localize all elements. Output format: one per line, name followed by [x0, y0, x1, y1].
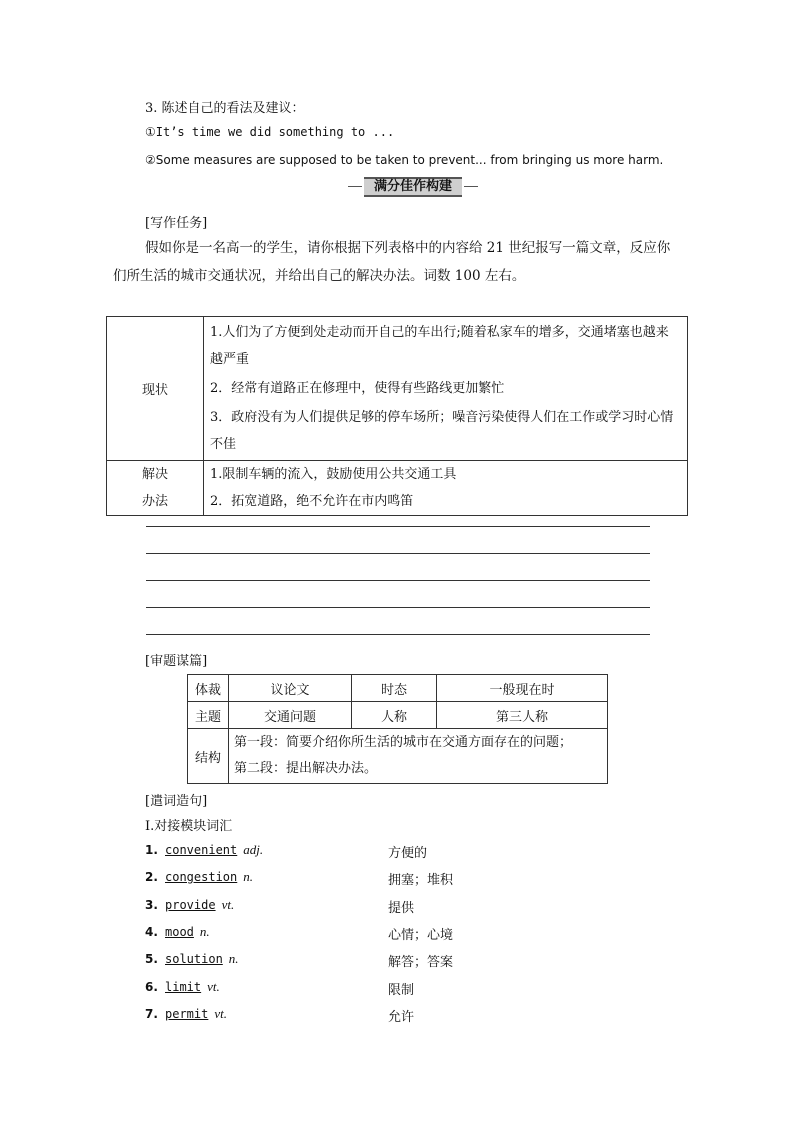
task-label: [写作任务] — [145, 216, 208, 231]
vocab-meaning: 允许 — [388, 1009, 415, 1025]
status-content — [204, 317, 688, 461]
vocab-word: limit — [165, 979, 202, 994]
structure-label: 结构 — [188, 729, 229, 784]
structure-paragraph-1: 第一段：简要介绍你所生活的城市在交通方面存在的问题； — [234, 735, 573, 750]
vocab-meaning: 方便的 — [388, 846, 428, 861]
banner-right-line — [464, 186, 478, 187]
analysis-table — [187, 674, 608, 784]
vocab-number: 4. — [145, 924, 158, 939]
vocab-part-of-speech: adj. — [243, 842, 264, 857]
vocab-meaning: 解答；答案 — [388, 955, 454, 971]
vocab-meaning: 心情；心境 — [388, 927, 454, 943]
vocab-item — [145, 979, 220, 995]
solution-label-line-2: 办法 — [141, 494, 168, 509]
vocab-label: [遣词造句] — [145, 794, 208, 809]
vocab-item — [145, 924, 210, 940]
vocab-meaning: 拥塞；堆积 — [388, 873, 454, 889]
item-3-title: 3. 陈述自己的看法及建议： — [145, 101, 305, 116]
solution-item-2: 2．拓宽道路，绝不允许在市内鸣笛 — [210, 494, 414, 509]
vocab-item — [145, 897, 234, 913]
solution-item-1: 1.限制车辆的流入，鼓励使用公共交通工具 — [210, 467, 457, 482]
situation-table — [106, 316, 688, 516]
vocab-part-of-speech: n. — [228, 951, 239, 967]
vocab-meaning: 提供 — [388, 900, 415, 916]
theme-value: 交通问题 — [229, 702, 352, 729]
vocab-number: 3. — [145, 897, 158, 912]
banner-left-line — [348, 186, 362, 187]
vocab-part-of-speech: n. — [243, 869, 253, 885]
vocab-meaning: 限制 — [388, 982, 415, 998]
vocab-word: congestion — [165, 870, 238, 885]
genre-label: 体裁 — [188, 675, 229, 702]
structure-content — [229, 729, 608, 784]
writing-line[interactable] — [146, 607, 650, 608]
vocab-word: permit — [165, 1006, 209, 1021]
status-item-1: 1.人们为了方便到处走动而开自己的车出行;随着私家车的增多，交通堵塞也越来越严重 — [210, 325, 669, 367]
phrase-2: ②Some measures are supposed to be taken to prevent... from bringing us more harm. — [145, 153, 664, 167]
vocab-item — [145, 951, 239, 967]
vocab-item — [145, 842, 263, 858]
vocab-part-of-speech: vt. — [214, 1005, 227, 1021]
status-item-2: 2．经常有道路正在修理中，使得有些路线更加繁忙 — [210, 381, 505, 396]
vocab-word: convenient — [165, 843, 238, 857]
tense-value: 一般现在时 — [437, 675, 608, 702]
status-item-3: 3．政府没有为人们提供足够的停车场所；噪音污染使得人们在工作或学习时心情不佳 — [210, 410, 674, 452]
vocab-item — [145, 1006, 227, 1022]
person-value: 第三人称 — [437, 702, 608, 729]
task-line-2: 们所生活的城市交通状况，并给出自己的解决办法。词数 100 左右。 — [113, 268, 526, 284]
solution-label-line-1: 解决 — [141, 467, 168, 482]
analysis-label: [审题谋篇] — [145, 654, 208, 669]
solution-content — [204, 461, 688, 516]
banner-title: 满分佳作构建 — [364, 177, 462, 197]
tense-label: 时态 — [352, 675, 437, 702]
vocab-word: provide — [165, 897, 216, 912]
vocab-number: 6. — [145, 979, 158, 994]
vocab-part-of-speech: n. — [199, 923, 210, 939]
status-label: 现状 — [107, 317, 204, 461]
writing-line[interactable] — [146, 553, 650, 554]
vocab-section-title: Ⅰ.对接模块词汇 — [145, 819, 233, 834]
vocab-number: 5. — [145, 952, 158, 967]
vocab-part-of-speech: vt. — [207, 978, 220, 994]
theme-label: 主题 — [188, 702, 229, 729]
vocab-word: solution — [165, 952, 223, 967]
task-line-1: 假如你是一名高一的学生，请你根据下列表格中的内容给 21 世纪报写一篇文章，反应你 — [145, 240, 671, 256]
genre-value: 议论文 — [229, 675, 352, 702]
writing-line[interactable] — [146, 526, 650, 527]
vocab-number: 2. — [145, 870, 158, 885]
solution-label — [107, 461, 204, 516]
writing-line[interactable] — [146, 580, 650, 581]
section-banner — [348, 178, 478, 196]
phrase-1: ①It’s time we did something to ... — [145, 125, 395, 139]
person-label: 人称 — [352, 702, 437, 729]
vocab-word: mood — [165, 924, 194, 939]
vocab-part-of-speech: vt. — [221, 896, 235, 912]
vocab-number: 1. — [145, 843, 158, 857]
vocab-number: 7. — [145, 1006, 158, 1021]
writing-line[interactable] — [146, 634, 650, 635]
vocab-item — [145, 869, 253, 885]
structure-paragraph-2: 第二段：提出解决办法。 — [234, 761, 378, 776]
